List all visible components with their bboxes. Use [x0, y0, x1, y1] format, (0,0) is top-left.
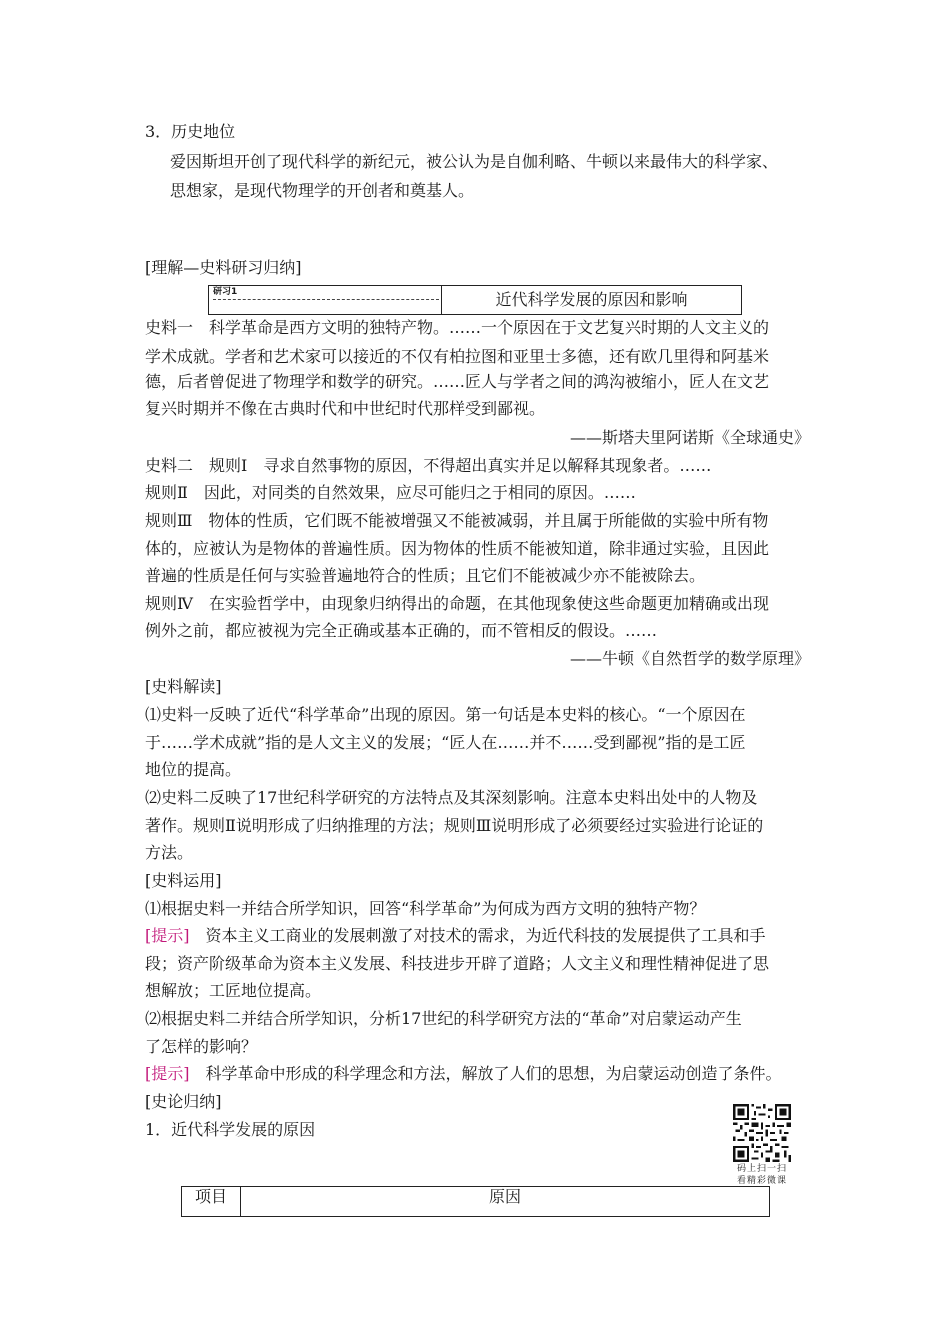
answer-1-line: 段；资产阶级革命为资本主义发展、科技进步开辟了道路；人文主义和理性精神促进了思: [145, 954, 770, 973]
summary-item: 1．近代科学发展的原因: [145, 1120, 316, 1139]
source2-line: 史料二 规则Ⅰ 寻求自然事物的原因，不得超出真实并足以解释其现象者。……: [145, 456, 712, 475]
section-header: [理解—史料研习归纳]: [145, 258, 302, 277]
hint-label: [提示]: [145, 1064, 190, 1083]
interpret-line: 方法。: [145, 843, 194, 862]
source1-line: 学术成就。学者和艺术家可以接近的不仅有柏拉图和亚里士多德，还有欧几里得和阿基米: [145, 347, 770, 366]
table-header-cell: 原因: [488, 1187, 521, 1206]
interpret-line: ⑵史料二反映了17世纪科学研究的方法特点及其深刻影响。注意本史料出处中的人物及: [145, 788, 758, 807]
qr-code-icon[interactable]: [733, 1104, 791, 1162]
source2-line: 规则Ⅳ 在实验哲学中，由现象归纳得出的命题，在其他现象使这些命题更加精确或出现: [145, 594, 769, 613]
interpret-line: 于……学术成就”指的是人文主义的发展；“匠人在……并不……受到鄙视”指的是工匠: [145, 733, 746, 752]
answer-2-line: [提示] 科学革命中形成的科学理念和方法，解放了人们的思想，为启蒙运动创造了条件。: [145, 1064, 782, 1083]
interpret-line: ⑴史料一反映了近代“科学革命”出现的原因。第一句话是本史料的核心。“一个原因在: [145, 705, 746, 724]
question-2-line: 了怎样的影响？: [145, 1037, 258, 1056]
hint-label: [提示]: [145, 926, 190, 945]
source2-line: 规则Ⅲ 物体的性质，它们既不能被增强又不能被减弱，并且属于所能做的实验中所有物: [145, 511, 769, 530]
source2-citation: ——牛顿《自然哲学的数学原理》: [569, 649, 810, 668]
study-title: 近代科学发展的原因和影响: [495, 290, 688, 309]
source2-line: 体的，应被认为是物体的普遍性质。因为物体的性质不能被知道，除非通过实验，且因此: [145, 539, 770, 558]
section-header: [史论归纳]: [145, 1092, 222, 1111]
answer-1-line: [提示] 资本主义工商业的发展刺激了对技术的需求，为近代科技的发展提供了工具和手: [145, 926, 766, 945]
qr-caption: 码上扫一扫: [736, 1164, 787, 1174]
section-header: [史料解读]: [145, 677, 222, 696]
source1-line: 德，后者曾促进了物理学和数学的研究。……匠人与学者之间的鸿沟被缩小，匠人在文艺: [145, 372, 770, 391]
source1-line: 复兴时期并不像在古典时代和中世纪时代那样受到鄙视。: [145, 399, 546, 418]
section-heading: 3．历史地位: [145, 122, 236, 141]
question-1: ⑴根据史料一并结合所学知识，回答“科学革命”为何成为西方文明的独特产物？: [145, 899, 706, 918]
paragraph-line: 爱因斯坦开创了现代科学的新纪元，被公认为是自伽利略、牛顿以来最伟大的科学家、: [170, 152, 779, 171]
answer-1-line: 想解放；工匠地位提高。: [145, 981, 322, 1000]
question-2-line: ⑵根据史料二并结合所学知识，分析17世纪的科学研究方法的“革命”对启蒙运动产生: [145, 1009, 742, 1028]
paragraph-line: 思想家，是现代物理学的开创者和奠基人。: [170, 181, 475, 200]
study-title-box: [208, 285, 742, 315]
source2-line: 例外之前，都应被视为完全正确或基本正确的，而不管相反的假设。……: [145, 621, 658, 640]
source1-line: 史料一 科学革命是西方文明的独特产物。……一个原因在于文艺复兴时期的人文主义的: [145, 318, 770, 337]
study-tag: 研习1: [213, 287, 439, 300]
qr-caption: 看精彩微课: [736, 1176, 787, 1186]
interpret-line: 地位的提高。: [145, 760, 242, 779]
source2-line: 普遍的性质是任何与实验普遍地符合的性质；且它们不能被减少亦不能被除去。: [145, 566, 706, 585]
reasons-table: [181, 1186, 770, 1217]
table-header-cell: 项目: [194, 1187, 227, 1206]
interpret-line: 著作。规则Ⅱ说明形成了归纳推理的方法；规则Ⅲ说明形成了必须要经过实验进行论证的: [145, 816, 764, 835]
source1-citation: ——斯塔夫里阿诺斯《全球通史》: [569, 428, 810, 447]
section-header: [史料运用]: [145, 871, 222, 890]
source2-line: 规则Ⅱ 因此，对同类的自然效果，应尽可能归之于相同的原因。……: [145, 483, 636, 502]
